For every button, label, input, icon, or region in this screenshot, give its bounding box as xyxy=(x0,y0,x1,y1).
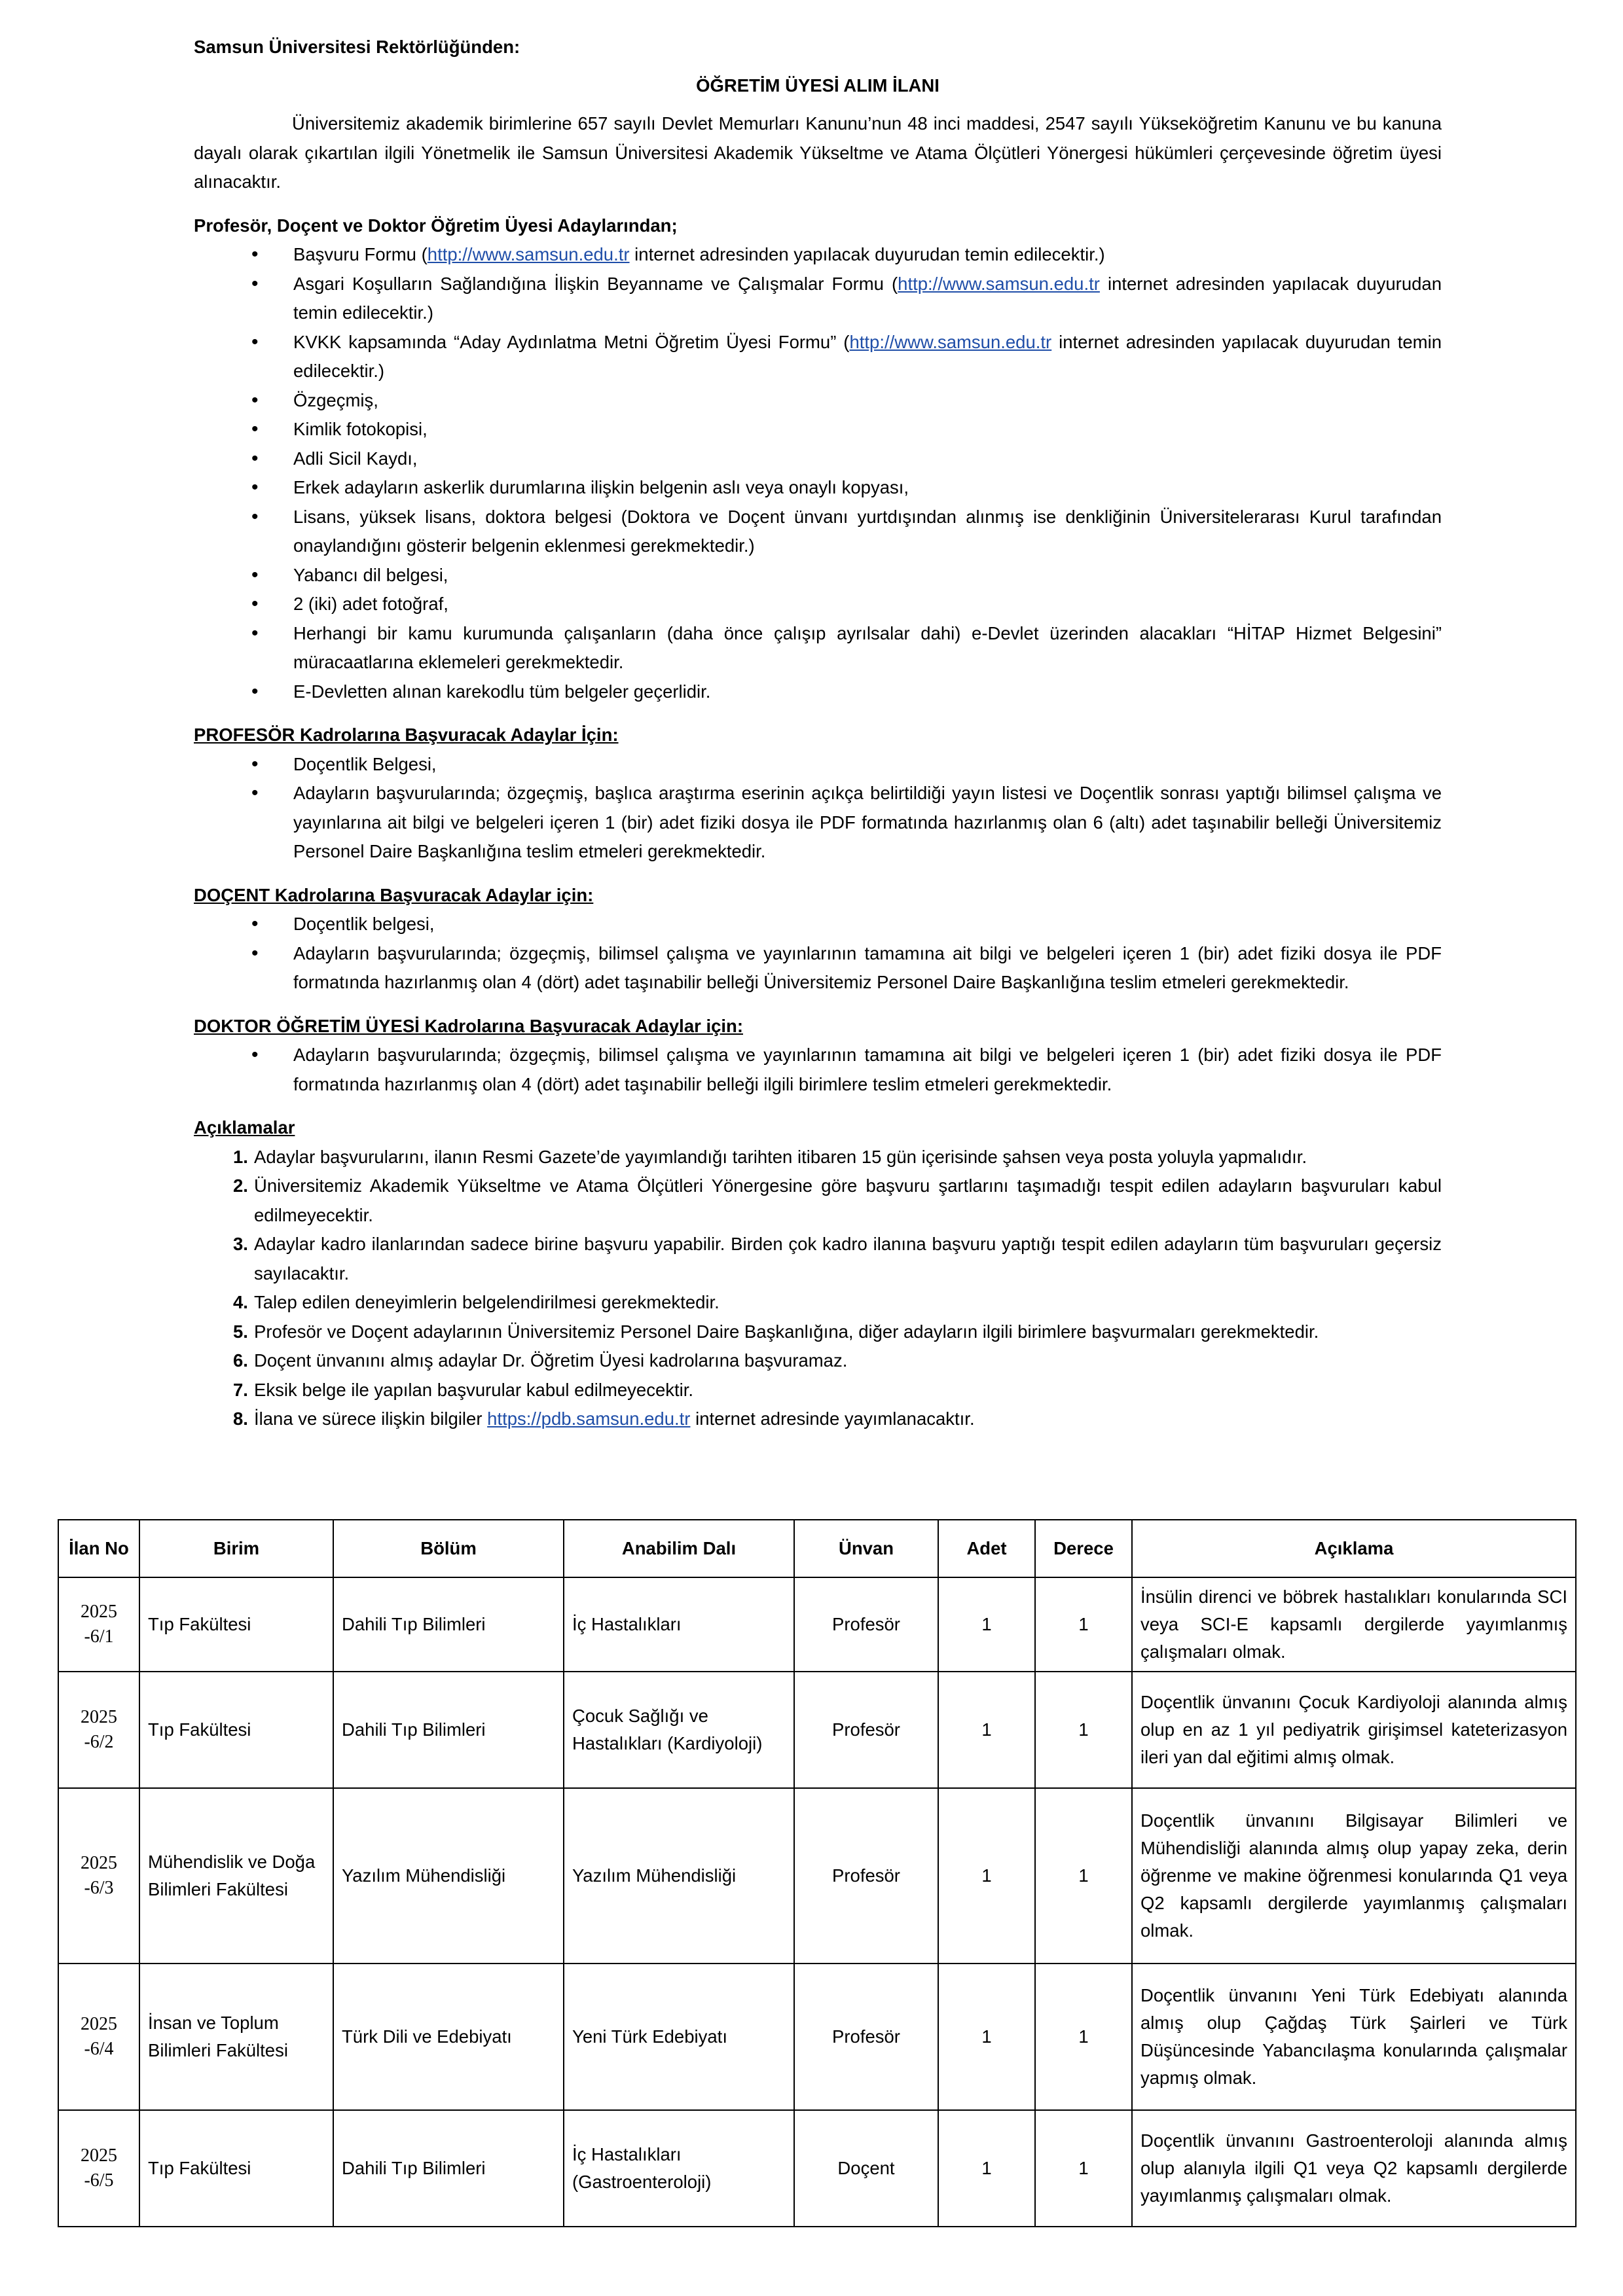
list-item: • Adayların başvurularında; özgeçmiş, bilimsel çalışma ve yayınlarının tamamına ait bilgi ve belgeleri içeren 1 (bir) adet fiziki dosya ile PDF formatında hazırlanmış olan 4 (dört) adet taşınabilir belleği Üniversitemiz Personel Daire Başkanlığına teslim etmeleri gerekmektedir. xyxy=(194,939,1442,997)
cell-no: 2025 -6/2 xyxy=(58,1672,139,1788)
general-requirements-list xyxy=(194,240,1442,706)
cell-bolum: Dahili Tıp Bilimleri xyxy=(333,1672,564,1788)
bullet-icon: • xyxy=(251,680,259,702)
cell-bolum: Dahili Tıp Bilimleri xyxy=(333,1577,564,1672)
col-header-birim: Birim xyxy=(139,1520,333,1577)
cell-birim: Tıp Fakültesi xyxy=(139,1672,333,1788)
bullet-icon: • xyxy=(251,331,259,353)
list-item: • Adayların başvurularında; özgeçmiş, başlıca araştırma eserinin açıkça belirtildiği yayın listesi ve Doçentlik sonrası yaptığı bilimsel çalışma ve yayınlarına ait bilgi ve belgeleri içeren 1 (bir) adet fiziki dosya ile PDF formatında hazırlanmış olan 6 (altı) adet taşınabilir belleği Üniversitemiz Personel Daire Başkanlığına teslim etmeleri gerekmektedir. xyxy=(194,779,1442,867)
samsun-link[interactable]: http://www.samsun.edu.tr xyxy=(427,244,630,264)
bullet-icon: • xyxy=(251,476,259,498)
cell-anabilim: İç Hastalıkları (Gastroenteroloji) xyxy=(564,2110,794,2227)
cell-adet: 1 xyxy=(938,1964,1035,2110)
samsun-link[interactable]: http://www.samsun.edu.tr xyxy=(898,273,1100,294)
table-row xyxy=(58,1964,1576,2110)
col-header-aciklama: Açıklama xyxy=(1132,1520,1576,1577)
list-item: 6. Doçent ünvanını almış adaylar Dr. Öğretim Üyesi kadrolarına başvuramaz. xyxy=(233,1350,848,1371)
col-header-no: İlan No xyxy=(58,1520,139,1577)
list-item: • Adli Sicil Kaydı, xyxy=(194,444,1442,474)
cell-adet: 1 xyxy=(938,1672,1035,1788)
bullet-icon: • xyxy=(251,418,259,440)
cell-unvan: Profesör xyxy=(794,1672,938,1788)
samsun-link[interactable]: http://www.samsun.edu.tr xyxy=(849,331,1052,352)
cell-unvan: Profesör xyxy=(794,1577,938,1672)
list-item: • Asgari Koşulların Sağlandığına İlişkin Beyanname ve Çalışmalar Formu (http://www.samsun.edu.tr internet adresinden yapılacak duyurudan temin edilecektir.) xyxy=(194,270,1442,328)
profesor-requirements-list xyxy=(194,750,1442,867)
col-header-adet: Adet xyxy=(938,1520,1035,1577)
cell-no: 2025 -6/3 xyxy=(58,1788,139,1964)
list-item: • E-Devletten alınan karekodlu tüm belgeler geçerlidir. xyxy=(194,677,1442,707)
cell-bolum: Türk Dili ve Edebiyatı xyxy=(333,1964,564,2110)
table-row xyxy=(58,1672,1576,1788)
cell-aciklama: İnsülin direnci ve böbrek hastalıkları konularında SCI veya SCI-E kapsamlı dergilerde yayımlanmış çalışmaları olmak. xyxy=(1132,1577,1576,1672)
bullet-icon: • xyxy=(251,243,259,265)
cell-anabilim: Yazılım Mühendisliği xyxy=(564,1788,794,1964)
bullet-icon: • xyxy=(251,753,259,775)
list-item: • Doçentlik Belgesi, xyxy=(194,750,1442,780)
profesor-heading: PROFESÖR Kadrolarına Başvuracak Adaylar İçin: xyxy=(194,725,619,745)
list-item: • Lisans, yüksek lisans, doktora belgesi (Doktora ve Doçent ünvanı yurtdışından alınmış ise denkliğinin Üniversitelerarası Kurul tarafından onaylandığını gösterir belgenin eklenmesi gerekmektedir.) xyxy=(194,503,1442,561)
bullet-icon: • xyxy=(251,389,259,411)
cell-adet: 1 xyxy=(938,2110,1035,2227)
list-item: • Erkek adayların askerlik durumlarına ilişkin belgenin aslı veya onaylı kopyası, xyxy=(194,473,1442,503)
positions-table xyxy=(58,1519,1577,2227)
bullet-icon: • xyxy=(251,913,259,935)
list-item: 2. Üniversitemiz Akademik Yükseltme ve Atama Ölçütleri Yönergesine göre başvuru şartlarını taşımadığı tespit edilen adayların başvuruları kabul edilmeyecektir. xyxy=(233,1175,1442,1225)
list-item: • Başvuru Formu (http://www.samsun.edu.tr internet adresinden yapılacak duyurudan temin edilecektir.) xyxy=(194,240,1442,270)
list-item: 4. Talep edilen deneyimlerin belgelendirilmesi gerekmektedir. xyxy=(233,1292,720,1312)
cell-adet: 1 xyxy=(938,1788,1035,1964)
col-header-unvan: Ünvan xyxy=(794,1520,938,1577)
table-row xyxy=(58,1577,1576,1672)
list-item: • Adayların başvurularında; özgeçmiş, bilimsel çalışma ve yayınlarının tamamına ait bilgi ve belgeleri içeren 1 (bir) adet fiziki dosya ile PDF formatında hazırlanmış olan 4 (dört) adet taşınabilir belleği ilgili birimlere teslim etmeleri gerekmektedir. xyxy=(194,1041,1442,1099)
cell-anabilim: İç Hastalıkları xyxy=(564,1577,794,1672)
cell-bolum: Dahili Tıp Bilimleri xyxy=(333,2110,564,2227)
list-item: • KVKK kapsamında “Aday Aydınlatma Metni Öğretim Üyesi Formu” (http://www.samsun.edu.tr internet adresinden yapılacak duyurudan temin edilecektir.) xyxy=(194,328,1442,386)
cell-derece: 1 xyxy=(1035,1788,1132,1964)
cell-derece: 1 xyxy=(1035,2110,1132,2227)
doktor-heading: DOKTOR ÖĞRETİM ÜYESİ Kadrolarına Başvuracak Adaylar için: xyxy=(194,1015,743,1036)
cell-birim: Mühendislik ve Doğa Bilimleri Fakültesi xyxy=(139,1788,333,1964)
bullet-icon: • xyxy=(251,272,259,295)
bullet-icon: • xyxy=(251,942,259,964)
bullet-icon: • xyxy=(251,593,259,615)
issuer-line: Samsun Üniversitesi Rektörlüğünden: xyxy=(194,37,520,57)
cell-birim: Tıp Fakültesi xyxy=(139,1577,333,1672)
bullet-icon: • xyxy=(251,782,259,804)
cell-aciklama: Doçentlik ünvanını Yeni Türk Edebiyatı alanında almış olup Çağdaş Türk Şairleri ve Türk Düşüncesinde Yabancılaşma konularında çalışmalar yapmış olmak. xyxy=(1132,1964,1576,2110)
docent-heading: DOÇENT Kadrolarına Başvuracak Adaylar için: xyxy=(194,884,594,905)
cell-bolum: Yazılım Mühendisliği xyxy=(333,1788,564,1964)
cell-no: 2025 -6/5 xyxy=(58,2110,139,2227)
list-item: 1. Adaylar başvurularını, ilanın Resmi Gazete’de yayımlandığı tarihten itibaren 15 gün içerisinde şahsen veya posta yoluyla yapmalıdır. xyxy=(233,1146,1307,1167)
col-header-anabilim: Anabilim Dalı xyxy=(564,1520,794,1577)
intro-paragraph: Üniversitemiz akademik birimlerine 657 sayılı Devlet Memurları Kanunu’nun 48 inci maddesi, 2547 sayılı Yükseköğretim Kanunu ve bu kanuna dayalı olarak çıkartılan ilgili Yönetmelik ile Samsun Üniversitesi Akademik Yükseltme ve Atama Ölçütleri Yönergesi hükümleri çerçevesinde öğretim üyesi alınacaktır. xyxy=(194,113,1442,192)
cell-anabilim: Yeni Türk Edebiyatı xyxy=(564,1964,794,2110)
table-row xyxy=(58,1788,1576,1964)
bullet-icon: • xyxy=(251,622,259,644)
notes-heading: Açıklamalar xyxy=(194,1117,295,1138)
cell-unvan: Profesör xyxy=(794,1788,938,1964)
cell-derece: 1 xyxy=(1035,1964,1132,2110)
cell-aciklama: Doçentlik ünvanını Çocuk Kardiyoloji alanında almış olup en az 1 yıl pediyatrik girişimsel kateterizasyon ileri yan dal eğitimi almış olmak. xyxy=(1132,1672,1576,1788)
bullet-icon: • xyxy=(251,447,259,469)
cell-unvan: Profesör xyxy=(794,1964,938,2110)
col-header-derece: Derece xyxy=(1035,1520,1132,1577)
bullet-icon: • xyxy=(251,564,259,586)
cell-derece: 1 xyxy=(1035,1672,1132,1788)
list-item: • Yabancı dil belgesi, xyxy=(194,561,1442,590)
list-item: 3. Adaylar kadro ilanlarından sadece birine başvuru yapabilir. Birden çok kadro ilanına başvuru yaptığı tespit edilen adayların tüm başvuruları geçersiz sayılacaktır. xyxy=(233,1234,1442,1283)
cell-aciklama: Doçentlik ünvanını Gastroenteroloji alanında almış olup alanıyla ilgili Q1 veya Q2 kapsamlı dergilerde yayımlanmış çalışmaları olmak. xyxy=(1132,2110,1576,2227)
cell-derece: 1 xyxy=(1035,1577,1132,1672)
table-header-row xyxy=(58,1520,1576,1577)
cell-aciklama: Doçentlik ünvanını Bilgisayar Bilimleri ve Mühendisliği alanında almış olup yapay zeka, derin öğrenme ve makine öğrenmesi konularında Q1 veya Q2 kapsamlı dergilerde yayımlanmış çalışmaları olmak. xyxy=(1132,1788,1576,1964)
general-heading: Profesör, Doçent ve Doktor Öğretim Üyesi Adaylarından; xyxy=(194,215,678,236)
list-item: • Özgeçmiş, xyxy=(194,386,1442,416)
bullet-icon: • xyxy=(251,505,259,528)
cell-adet: 1 xyxy=(938,1577,1035,1672)
page-title: ÖĞRETİM ÜYESİ ALIM İLANI xyxy=(696,75,939,96)
pdb-link[interactable]: https://pdb.samsun.edu.tr xyxy=(487,1408,691,1429)
announcement-body xyxy=(194,33,1442,1434)
list-item: • Doçentlik belgesi, xyxy=(194,910,1442,939)
cell-no: 2025 -6/1 xyxy=(58,1577,139,1672)
table-row xyxy=(58,2110,1576,2227)
cell-birim: Tıp Fakültesi xyxy=(139,2110,333,2227)
list-item: 5. Profesör ve Doçent adaylarının Üniversitemiz Personel Daire Başkanlığına, diğer adayların ilgili birimlere başvurmaları gerekmektedir. xyxy=(233,1321,1319,1342)
cell-unvan: Doçent xyxy=(794,2110,938,2227)
cell-anabilim: Çocuk Sağlığı ve Hastalıkları (Kardiyoloji) xyxy=(564,1672,794,1788)
list-item: • Herhangi bir kamu kurumunda çalışanların (daha önce çalışıp ayrılsalar dahi) e-Devlet üzerinden alacakları “HİTAP Hizmet Belgesini” müracaatlarına eklemeleri gerekmektedir. xyxy=(194,619,1442,677)
doktor-requirements-list xyxy=(194,1041,1442,1099)
list-item: • 2 (iki) adet fotoğraf, xyxy=(194,590,1442,619)
cell-birim: İnsan ve Toplum Bilimleri Fakültesi xyxy=(139,1964,333,2110)
notes-list xyxy=(194,1143,1442,1434)
cell-no: 2025 -6/4 xyxy=(58,1964,139,2110)
list-item: 7. Eksik belge ile yapılan başvurular kabul edilmeyecektir. xyxy=(233,1379,694,1400)
list-item: • Kimlik fotokopisi, xyxy=(194,415,1442,444)
docent-requirements-list xyxy=(194,910,1442,997)
bullet-icon: • xyxy=(251,1044,259,1066)
list-item: 8. İlana ve sürece ilişkin bilgiler https://pdb.samsun.edu.tr internet adresinde yayımlanacaktır. xyxy=(233,1408,975,1429)
col-header-bolum: Bölüm xyxy=(333,1520,564,1577)
